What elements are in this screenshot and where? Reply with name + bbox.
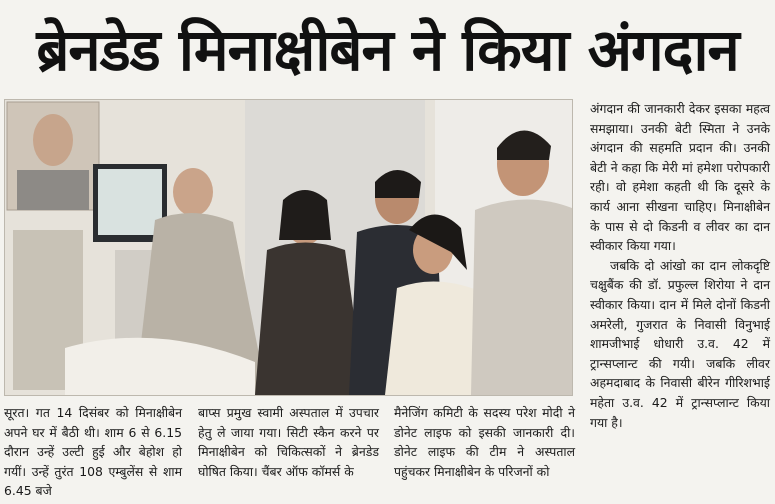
article-paragraph-1: अंगदान की जानकारी देकर इसका महत्व समझाया। उनकी बेटी स्मिता ने उनके अंगदान की सहमति प्रदान की। उनकी बेटी ने कहा कि मेरी मां हमेशा परोपकारी रही। वो हमेशा कहती थी कि दूसरे के कार्य आना सीखना चाहिए। मिनाक्षीबेन के पास से दो किडनी व लीवर का दान स्वीकार किया गया। <box>590 101 770 254</box>
headline: ब्रेनडेड मिनाक्षीबेन ने किया अंगदान <box>36 15 739 84</box>
article-text: बाप्स प्रमुख स्वामी अस्पताल में उपचार हेतु ले जाया गया। सिटी स्कैन करने पर मिनाक्षीबेन को चिकित्सकों ने ब्रेनडेड घोषित किया। चैंबर ऑफ कॉमर्स के <box>198 405 379 479</box>
photo-illustration <box>5 100 572 395</box>
article-text: सूरत। गत 14 दिसंबर को मिनाक्षीबेन अपने घर में बैठी थी। शाम 6 से 6.15 दौरान उन्हें उल्टी हुई और बेहोश हो गयीं। उन्हें तुरंत 108 एम्बुलेंस से शाम 6.45 बजे <box>4 405 182 499</box>
news-photo <box>4 99 573 396</box>
article-column-2 <box>198 403 379 481</box>
article-text: मैनेजिंग कमिटी के सदस्य परेश मोदी ने डोनेट लाइफ को इसकी जानकारी दी। डोनेट लाइफ की टीम ने अस्पताल पहुंचकर मिनाक्षीबेन के परिजनों को <box>394 405 575 479</box>
article-column-3 <box>394 403 575 481</box>
article-column-1 <box>4 403 182 501</box>
article-column-4 <box>590 99 770 432</box>
article-paragraph-2: जबकि दो आंखो का दान लोकदृष्टि चक्षुबैंक की डॉ. प्रफुल्ल शिरोया ने दान स्वीकार किया। दान में मिले दोनों किडनी अमरेली, गुजरात के निवासी विनुभाई शामजीभाई धोधारी उ.व. 42 में ट्रान्सप्लान्ट की गयी। जबकि लीवर अहमदाबाद के निवासी बीरेन गीरिशभाई महेता उ.व. 42 में ट्रान्सप्लान्ट किया गया है। <box>590 257 770 430</box>
